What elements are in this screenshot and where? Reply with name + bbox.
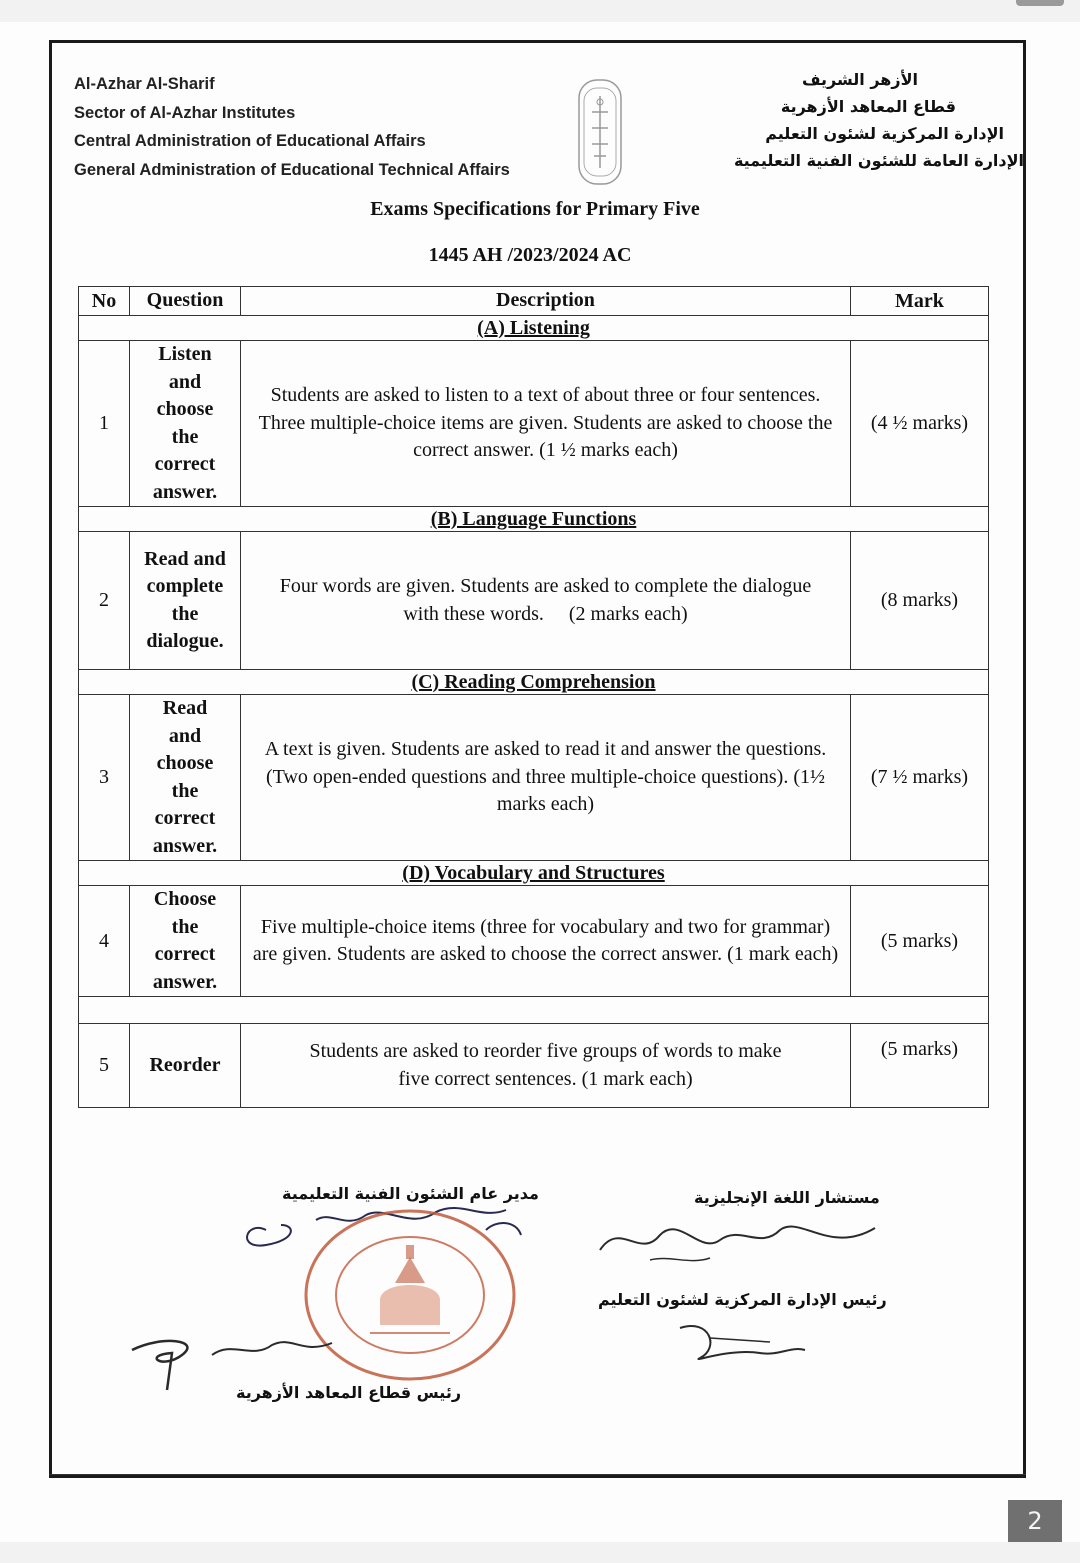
row-no: 1 xyxy=(79,341,130,507)
row-description xyxy=(241,1024,851,1108)
section-heading-row xyxy=(79,316,989,341)
ar-header-line-4: الإدارة العامة للشئون الفنية التعليمية xyxy=(733,151,1024,170)
section-heading-row xyxy=(79,670,989,695)
section-heading: (D) Vocabulary and Structures xyxy=(402,862,665,884)
table-row xyxy=(79,695,989,861)
row-mark: (8 marks) xyxy=(851,532,989,670)
header-no: No xyxy=(79,287,130,316)
academic-year: 1445 AH /2023/2024 AC xyxy=(428,244,632,266)
header-mark: Mark xyxy=(851,287,989,316)
scroll-handle[interactable] xyxy=(1016,0,1064,6)
row-mark: (5 marks) xyxy=(851,1024,989,1108)
table-header-row xyxy=(79,287,989,316)
section-heading: (C) Reading Comprehension xyxy=(411,671,656,693)
row-question xyxy=(130,532,241,670)
header-question: Question xyxy=(130,287,241,316)
row-question xyxy=(130,341,241,507)
row-question: Reorder xyxy=(130,1024,241,1108)
header-line-3: Central Administration of Educational Affairs xyxy=(74,132,426,150)
header-line-2: Sector of Al-Azhar Institutes xyxy=(74,103,296,122)
row-mark: (4 ½ marks) xyxy=(851,341,989,507)
table-row xyxy=(79,341,989,507)
top-bar xyxy=(0,0,1080,22)
arabic-header xyxy=(733,66,1024,174)
row-no: 3 xyxy=(79,695,130,861)
header-line-4: General Administration of Educational Technical Affairs xyxy=(74,160,510,179)
row-description-text: Five multiple-choice items (three for vocabulary and two for grammar) are given. Students are asked to choose the correct answer. (1 mark each) xyxy=(252,915,839,965)
ar-header-line-2: قطاع المعاهد الأزهرية xyxy=(780,97,956,116)
row-description xyxy=(241,695,851,861)
row-question xyxy=(130,695,241,861)
row-question-text: Choose the correct answer. xyxy=(152,888,218,993)
row-description xyxy=(241,341,851,507)
specification-table xyxy=(78,286,989,1108)
row-mark: (5 marks) xyxy=(851,886,989,997)
left-signatory-bottom: رئيس قطاع المعاهد الأزهرية xyxy=(236,1383,462,1402)
document-title: Exams Specifications for Primary Five xyxy=(370,198,700,220)
row-description-text: A text is given. Students are asked to read it and answer the questions. (Two open-ended questions and three multiple-choice questions). (1½ marks each) xyxy=(264,738,827,816)
row-description xyxy=(241,532,851,670)
row-description xyxy=(241,886,851,997)
right-signatory-bottom: رئيس الإدارة المركزية لشئون التعليم xyxy=(598,1290,887,1309)
handwritten-signature-right-lower xyxy=(670,1318,810,1368)
row-question-text: Read and complete the dialogue. xyxy=(144,547,226,652)
row-question-text: Listen and choose the correct answer. xyxy=(152,343,218,503)
section-heading-row xyxy=(79,861,989,886)
frame-rule xyxy=(49,1474,1026,1475)
table-row xyxy=(79,532,989,670)
row-question-text: Read and choose the correct answer. xyxy=(152,697,218,857)
handwritten-signature-right xyxy=(590,1210,890,1270)
ar-header-line-3: الإدارة المركزية لشئون التعليم xyxy=(765,124,1004,143)
left-signatory-title: مدير عام الشئون الفنية التعليمية xyxy=(282,1184,539,1203)
right-signatory-title: مستشار اللغة الإنجليزية xyxy=(694,1188,880,1207)
row-question xyxy=(130,886,241,997)
ar-header-line-1: الأزهر الشريف xyxy=(801,70,918,89)
table-row xyxy=(79,886,989,997)
azhar-emblem-icon xyxy=(575,72,625,192)
row-description-text: Students are asked to listen to a text of about three or four sentences. Three multiple-choice items are given. Students are asked to choose the correct answer. (1 ½ marks each) xyxy=(258,384,833,462)
row-no: 2 xyxy=(79,532,130,670)
row-no: 4 xyxy=(79,886,130,997)
table-row xyxy=(79,1024,989,1108)
english-header xyxy=(74,70,510,184)
section-heading: (A) Listening xyxy=(477,317,590,339)
row-no: 5 xyxy=(79,1024,130,1108)
section-heading-row xyxy=(79,507,989,532)
bottom-bar xyxy=(0,1542,1080,1563)
row-mark: (7 ½ marks) xyxy=(851,695,989,861)
row-description-text: Four words are given. Students are asked to complete the dialogue with these words. (2 marks each) xyxy=(279,575,817,625)
header-description: Description xyxy=(241,287,851,316)
section-heading: (B) Language Functions xyxy=(430,508,637,530)
empty-row xyxy=(79,997,989,1024)
header-line-1: Al-Azhar Al-Sharif xyxy=(74,75,215,93)
row-description-text: Students are asked to reorder five groups of words to make five correct sentences. (1 mark each) xyxy=(309,1040,782,1090)
page-number-badge: 2 xyxy=(1008,1500,1062,1542)
